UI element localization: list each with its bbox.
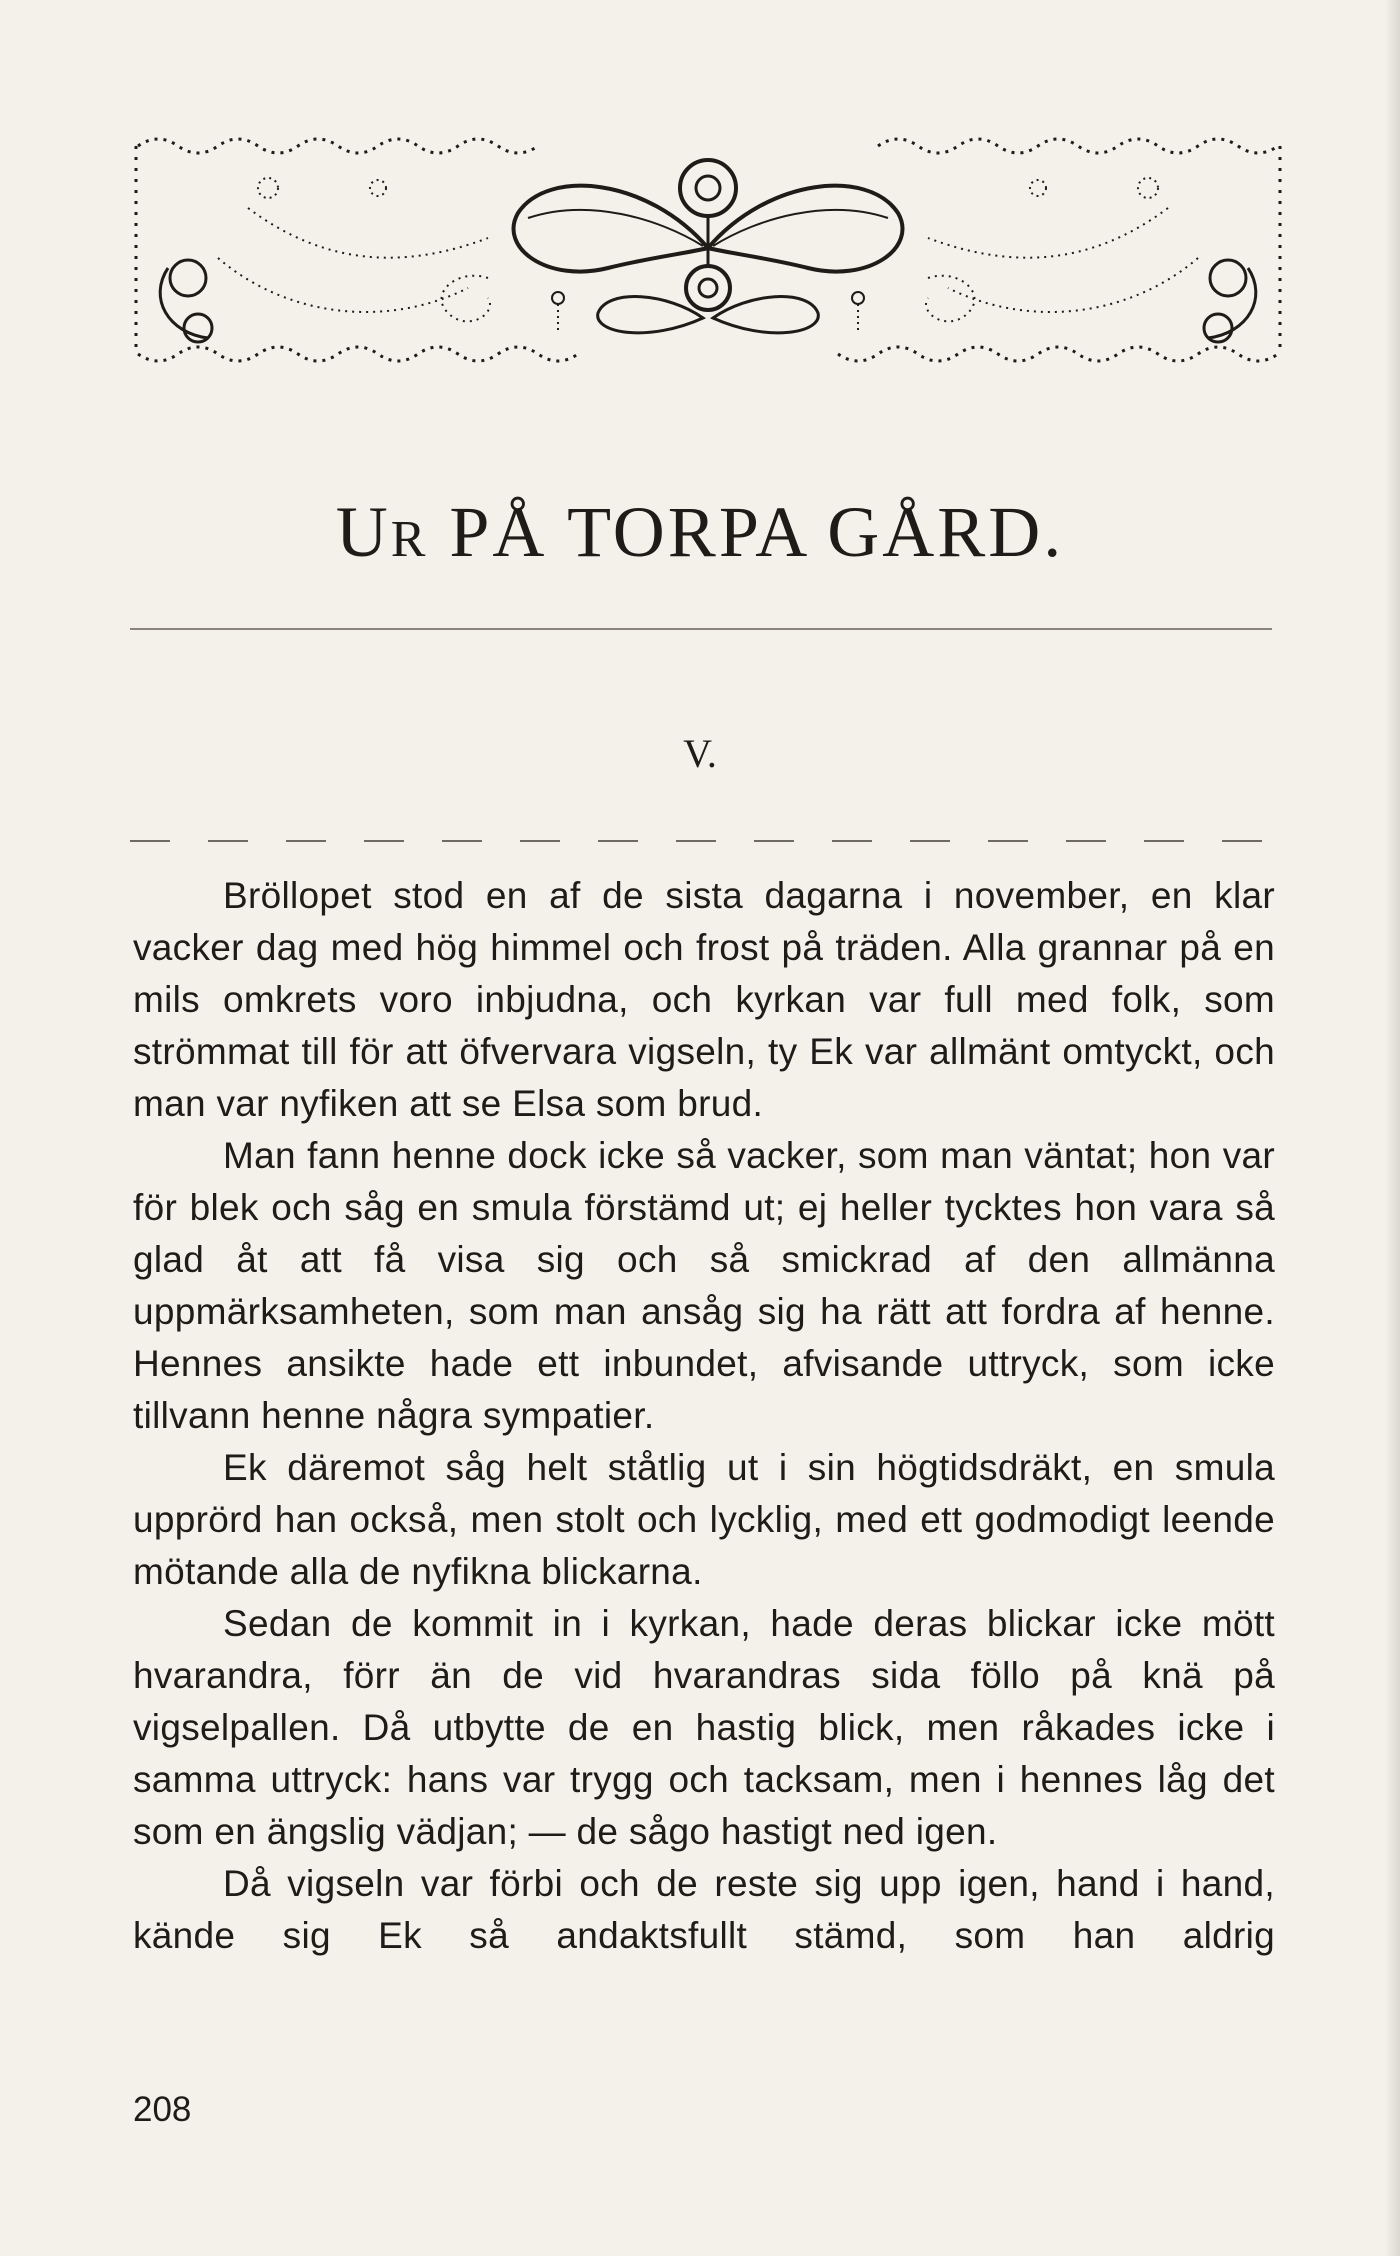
page-title	[0, 492, 1400, 572]
page-number: 208	[133, 2090, 192, 2129]
body-text	[133, 870, 1275, 1962]
paragraph-3: Ek däremot såg helt ståtlig ut i sin högtidsdräkt, en smula upprörd han också, men stolt och lycklig, med ett godmodigt leende mötande alla de nyfikna blickarna.	[133, 1447, 1275, 1592]
title-rest: PÅ TORPA GÅRD.	[428, 492, 1065, 572]
title-divider	[130, 628, 1272, 630]
page-edge-shadow	[1384, 0, 1400, 2256]
title-initial: U	[335, 492, 391, 572]
floral-border-ornament-icon	[128, 118, 1288, 378]
chapter-number: V.	[683, 731, 717, 776]
paragraph-2: Man fann henne dock icke så vacker, som man väntat; hon var för blek och såg en smula förstämd ut; ej heller tycktes hon vara så glad åt att få visa sig och så smickrad af den allmänna uppmärksamheten, som man ansåg sig ha rätt att fordra af henne. Hennes ansikte hade ett inbundet, afvisande uttryck, som icke tillvann henne några sympatier.	[133, 1135, 1275, 1436]
chapter-divider	[130, 840, 1272, 842]
paragraph-1: Bröllopet stod en af de sista dagarna i november, en klar vacker dag med hög himmel och frost på träden. Alla grannar på en mils omkrets voro inbjudna, och kyrkan var full med folk, som strömmat till för att öfvervara vigseln, ty Ek var allmänt omtyckt, och man var nyfiken att se Elsa som brud.	[133, 875, 1275, 1124]
paragraph-5: Då vigseln var förbi och de reste sig upp igen, hand i hand, kände sig Ek så andaktsfullt stämd, som han aldrig	[133, 1863, 1275, 1956]
paragraph-4: Sedan de kommit in i kyrkan, hade deras blickar icke mött hvarandra, förr än de vid hvarandras sida föllo på knä på vigselpallen. Då utbytte de en hastig blick, men råkades icke i samma uttryck: hans var trygg och tacksam, men i hennes låg det som en ängslig vädjan; — de sågo hastigt ned igen.	[133, 1603, 1275, 1852]
title-initial-smallcaps: R	[390, 511, 429, 568]
